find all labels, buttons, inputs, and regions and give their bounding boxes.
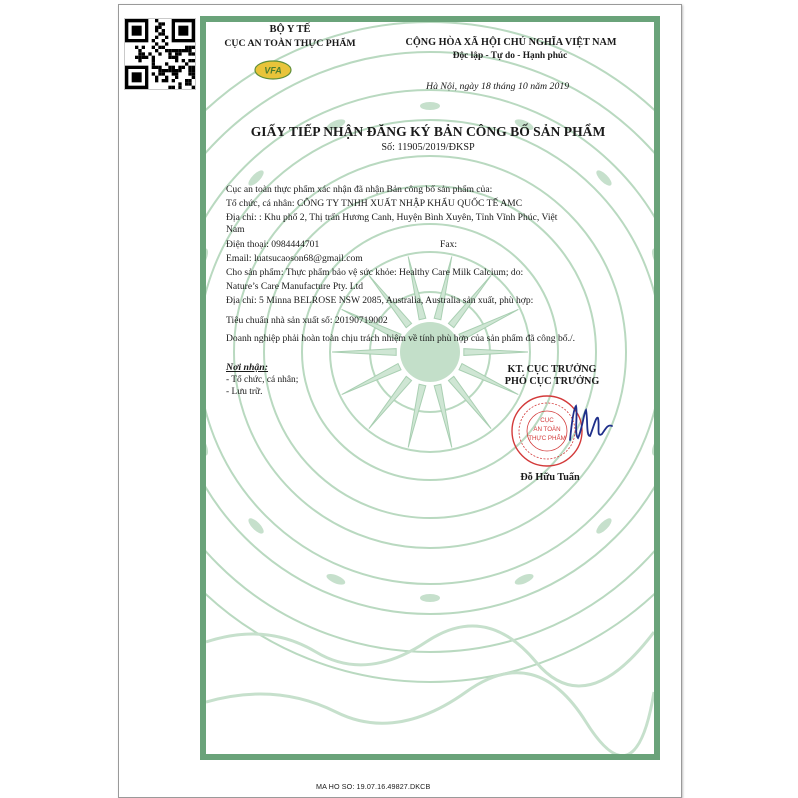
product-line-1: Cho sản phẩm: Thực phẩm bảo vệ sức khỏe: Healthy Care Milk Calcium; do: — [226, 267, 524, 278]
phone: Điện thoại: 0984444701 — [226, 239, 320, 250]
drum-bird-motif — [650, 247, 654, 269]
national-motto: Độc lập - Tự do - Hạnh phúc — [452, 51, 568, 61]
recipients-heading: Nơi nhận: — [226, 362, 269, 373]
drum-star-ray — [434, 384, 452, 447]
address-line-1: Địa chỉ: : Khu phố 2, Thị trấn Hương Canh, Huyện Bình Xuyên, Tỉnh Vĩnh Phúc, Việt — [226, 212, 558, 223]
drum-bird-motif — [594, 516, 614, 536]
intro-text: Cục an toàn thực phẩm xác nhận đã nhận Bản công bố sản phẩm của: — [226, 184, 493, 195]
drum-star-ray — [408, 256, 426, 319]
drum-bird-motif — [650, 435, 654, 457]
responsibility-statement: Doanh nghiệp phải hoàn toàn chịu trách nhiệm về tính phù hợp của sản phẩm đã công bố./. — [226, 333, 576, 344]
address-line-2: Nam — [226, 224, 245, 235]
drum-bird-motif — [594, 168, 614, 188]
drum-bird-motif — [246, 516, 266, 536]
ministry-name: BỘ Y TẾ — [269, 24, 311, 35]
dossier-code: MA HO SO: 19.07.16.49827.DKCB — [316, 782, 431, 791]
drum-star-ray — [408, 384, 426, 447]
drum-star-ray — [464, 349, 528, 356]
organization: Tổ chức, cá nhân: CÔNG TY TNHH XUẤT NHẬP KHẨU QUỐC TẾ AMC — [226, 198, 523, 209]
seal-text-1: CỤC — [540, 417, 554, 424]
country-name: CỘNG HÒA XÃ HỘI CHỦ NGHĨA VIỆT NAM — [405, 37, 617, 48]
recipient-item: - Tổ chức, cá nhân; — [226, 375, 299, 385]
document-title: GIẤY TIẾP NHẬN ĐĂNG KÝ BẢN CÔNG BỐ SẢN PHẨM — [250, 124, 606, 139]
drum-bird-motif — [206, 435, 210, 457]
fax: Fax: — [440, 239, 458, 250]
drum-star-ray — [369, 376, 412, 428]
qr-code — [124, 18, 196, 90]
standard-number: Tiêu chuẩn nhà sản xuất số: 20190719002 — [226, 315, 388, 326]
product-line-3: Địa chỉ: 5 Minna BELROSE NSW 2085, Australia, Australia sản xuất, phù hợp: — [226, 295, 534, 306]
signatory-title-1: KT. CỤC TRƯỞNG — [507, 364, 597, 375]
handwritten-signature — [556, 400, 616, 452]
drum-star-ray — [332, 349, 396, 356]
drum-bird-motif — [420, 102, 440, 110]
seal-text-3: THỰC PHẨM — [528, 435, 566, 442]
product-line-2: Nature’s Care Manufacture Pty. Ltd — [226, 281, 364, 292]
agency-name: CỤC AN TOÀN THỰC PHẨM — [224, 38, 356, 49]
drum-bird-motif — [206, 247, 210, 269]
seal-text-2: AN TOÀN — [533, 426, 561, 433]
email: Email: luatsucaoson68@gmail.com — [226, 253, 363, 264]
vfa-logo — [254, 60, 292, 80]
place-and-date: Hà Nội, ngày 18 tháng 10 năm 2019 — [426, 81, 570, 92]
registration-number: Số: 11905/2019/ĐKSP — [381, 142, 475, 153]
recipient-item: - Lưu trữ. — [226, 387, 263, 397]
drum-star-ray — [434, 256, 452, 319]
vfa-logo-text: VFA — [264, 65, 282, 76]
signatory-title-2: PHÓ CỤC TRƯỞNG — [504, 376, 600, 387]
drum-bird-motif — [325, 572, 347, 587]
drum-bird-motif — [420, 594, 440, 602]
drum-star-ray — [448, 376, 491, 428]
drum-bird-motif — [513, 572, 535, 587]
signer-name: Đỗ Hữu Tuấn — [520, 472, 580, 483]
